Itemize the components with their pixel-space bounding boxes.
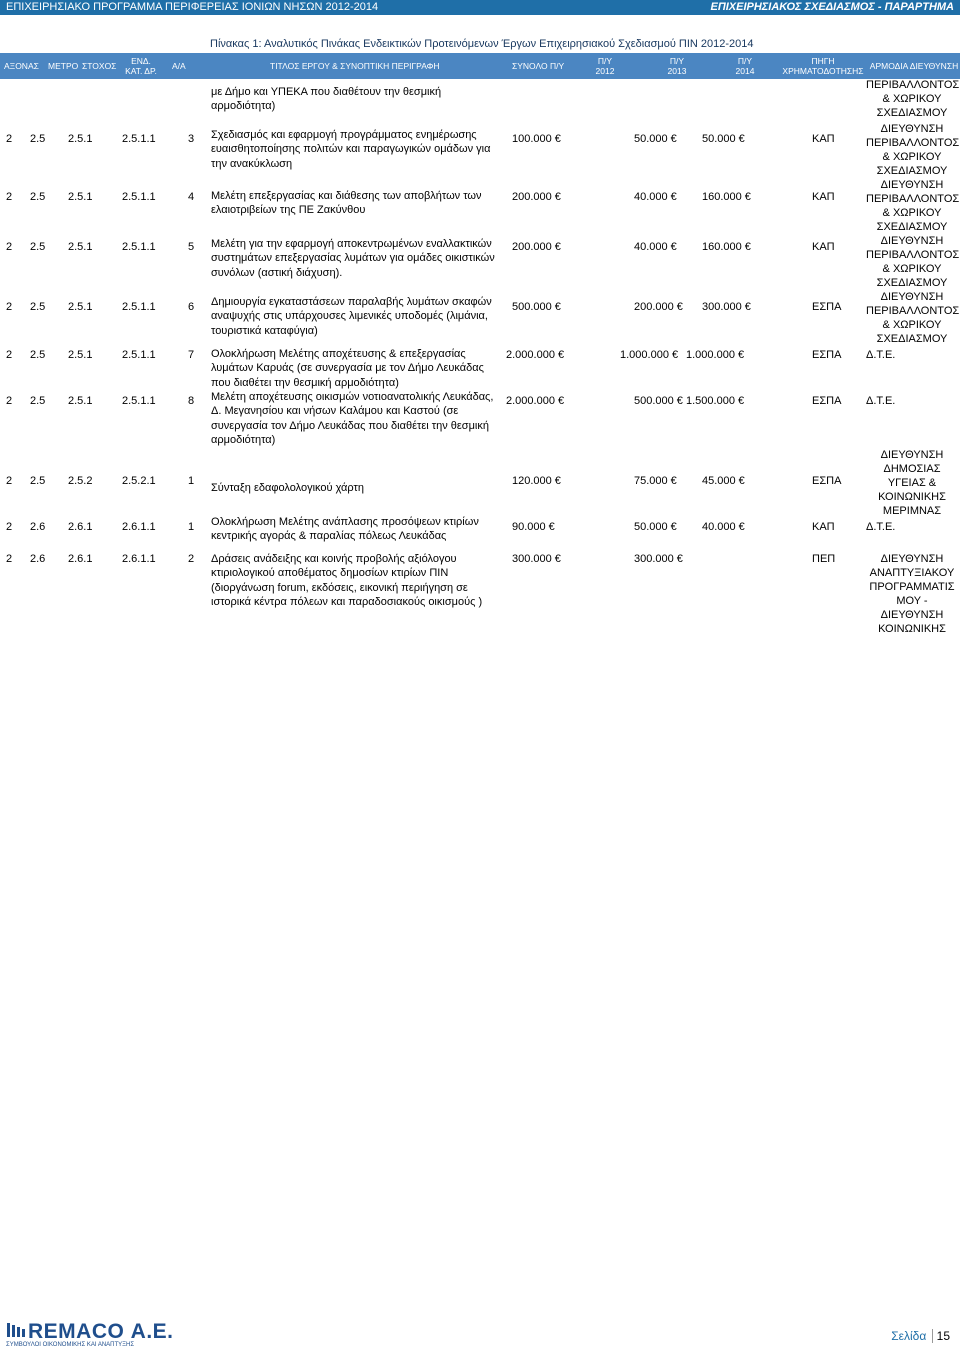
- project-description: Μελέτη για την εφαρμογή αποκεντρωμένων εναλλακτικών συστημάτων επεξεργασίας λυμάτων για ομάδες οικιστικών συνόλων (αστική διάχυση).: [211, 238, 495, 279]
- category-cell: 2.5.1.1: [122, 241, 156, 253]
- header-ind-cat: ΕΝΔ. ΚΑΤ. ΔΡ.: [125, 56, 157, 76]
- aa-cell: 8: [188, 395, 195, 407]
- directorate: ΔΙΕΥΘΥΝΣΗ ΠΕΡΙΒΑΛΛΟΝΤΟΣ & ΧΩΡΙΚΟΥ ΣΧΕΔΙΑΣΜΟΥ: [866, 123, 960, 177]
- header-goal: ΣΤΟΧΟΣ: [82, 61, 117, 71]
- header-source: ΠΗΓΗ ΧΡΗΜΑΤΟΔΟΤΗΣΗΣ: [782, 56, 864, 76]
- y2014-amount: [702, 132, 745, 146]
- euro-sign: €: [554, 553, 561, 565]
- header-axis: ΑΞΟΝΑΣ: [4, 61, 39, 71]
- y2013-value: 300.000: [634, 553, 674, 565]
- funding-source: ΚΑΠ: [812, 133, 835, 145]
- table-header: [0, 53, 960, 79]
- euro-sign: €: [670, 133, 677, 145]
- directorate: ΔΙΕΥΘΥΝΣΗ ΠΕΡΙΒΑΛΛΟΝΤΟΣ & ΧΩΡΙΚΟΥ ΣΧΕΔΙΑΣΜΟΥ: [866, 291, 960, 345]
- y2013-value: 50.000: [634, 133, 668, 145]
- total-amount: [512, 240, 561, 254]
- aa-cell: 5: [188, 241, 195, 253]
- funding-source: ΚΑΠ: [812, 521, 835, 533]
- euro-sign: €: [554, 191, 561, 203]
- axis-cell: 2: [6, 553, 13, 565]
- axis-cell: 2: [6, 301, 13, 313]
- directorate: ΔΙΕΥΘΥΝΣΗ ΔΗΜΟΣΙΑΣ ΥΓΕΙΑΣ & ΚΟΙΝΩΝΙΚΗΣ ΜΕΡΙΜΝΑΣ: [878, 449, 946, 517]
- aa-cell: 4: [188, 191, 195, 203]
- euro-sign: €: [737, 349, 745, 361]
- y2014-value: 160.000: [702, 191, 742, 203]
- y2014-amount: [702, 190, 751, 204]
- funding-source: ΕΣΠΑ: [812, 301, 842, 313]
- remaco-logo-icon: [6, 1320, 26, 1340]
- category-cell: 2.5.1.1: [122, 133, 156, 145]
- total-amount: [512, 474, 561, 488]
- axis-cell: 2: [6, 521, 13, 533]
- y2014-amount: [702, 474, 745, 488]
- euro-sign: €: [554, 133, 561, 145]
- directorate: Δ.Τ.Ε.: [866, 395, 896, 407]
- y2014-value: 40.000: [702, 521, 736, 533]
- euro-sign: €: [744, 301, 751, 313]
- funding-source: ΕΣΠΑ: [812, 475, 842, 487]
- measure-cell: 2.5: [30, 301, 46, 313]
- y2013-value: 40.000: [634, 241, 668, 253]
- project-description: Ολοκλήρωση Μελέτης ανάπλασης προσόψεων κτιρίων κεντρικής αγοράς & παραλίας πόλεως Λευκάδας: [211, 516, 479, 543]
- aa-cell: 2: [188, 553, 195, 565]
- axis-cell: 2: [6, 475, 13, 487]
- euro-sign: €: [744, 191, 751, 203]
- header-directorate: ΑΡΜΟΔΙΑ ΔΙΕΥΘΥΝΣΗ: [869, 61, 959, 71]
- project-description: Δράσεις ανάδειξης και κοινής προβολής αξιόλογου κτιριολογικού αποθέματος δημοσίων κτιρίων ΠΙΝ (διοργάνωση forum, εκδόσεις, εικονική περιήγηση σε ιστορικά κέντρα πόλεων και παραδοσιακούς οικισμούς ): [211, 553, 483, 608]
- euro-sign: €: [670, 241, 677, 253]
- y2014-value: 50.000: [702, 133, 736, 145]
- directorate: ΔΙΕΥΘΥΝΣΗ ΠΕΡΙΒΑΛΛΟΝΤΟΣ & ΧΩΡΙΚΟΥ ΣΧΕΔΙΑΣΜΟΥ: [866, 235, 960, 289]
- header-2014: Π/Υ 2014: [735, 56, 755, 76]
- footer: [0, 657, 960, 1348]
- directorate: ΔΙΕΥΘΥΝΣΗ ΑΝΑΠΤΥΞΙΑΚΟΥ ΠΡΟΓΡΑΜΜΑΤΙΣ ΜΟΥ - ΔΙΕΥΘΥΝΣΗ ΚΟΙΝΩΝΙΚΗΣ: [869, 553, 955, 635]
- pre-row-directorate: ΠΕΡΙΒΑΛΛΟΝΤΟΣ & ΧΩΡΙΚΟΥ ΣΧΕΔΙΑΣΜΟΥ: [866, 79, 960, 119]
- goal-cell: 2.6.1: [68, 553, 93, 565]
- goal-cell: 2.5.1: [68, 191, 93, 203]
- goal-cell: 2.5.1: [68, 241, 93, 253]
- total-value: 2.000.000: [506, 395, 555, 407]
- program-title: ΕΠΙΧΕΙΡΗΣΙΑΚΟ ΠΡΟΓΡΑΜΜΑ ΠΕΡΙΦΕΡΕΙΑΣ ΙΟΝΙΩΝ ΝΗΣΩΝ 2012-2014: [6, 1, 379, 13]
- funding-source: ΕΣΠΑ: [812, 349, 842, 361]
- measure-cell: 2.5: [30, 395, 46, 407]
- company-logo: REMACO Α.Ε.: [28, 1320, 174, 1343]
- category-cell: 2.5.1.1: [122, 301, 156, 313]
- header-title: ΤΙΤΛΟΣ ΕΡΓΟΥ & ΣΥΝΟΠΤΙΚΗ ΠΕΡΙΓΡΑΦΗ: [270, 61, 440, 71]
- y2013-value: 500.000: [634, 395, 674, 407]
- total-amount: [512, 132, 561, 146]
- project-description: Δημιουργία εγκαταστάσεων παραλαβής λυμάτων σκαφών αναψυχής στις υπάρχουσες λιμενικές υποδομές (λιμάνια, τουριστικά καταφύγια): [211, 296, 492, 337]
- aa-cell: 1: [188, 521, 195, 533]
- y2013-amount: [634, 394, 683, 408]
- euro-sign: €: [744, 241, 751, 253]
- directorate: Δ.Τ.Ε.: [866, 349, 896, 361]
- y2013-amount: [634, 240, 677, 254]
- euro-sign: €: [738, 133, 745, 145]
- page-label: Σελίδα: [891, 1329, 927, 1343]
- category-cell: 2.6.1.1: [122, 553, 156, 565]
- project-description: Μελέτη επεξεργασίας και διάθεσης των αποβλήτων των ελαιοτριβείων της ΠΕ Ζακύνθου: [211, 190, 482, 217]
- y2013-amount: [634, 474, 677, 488]
- total-amount: [506, 348, 564, 362]
- total-value: 2.000.000: [506, 349, 555, 361]
- y2013-value: 50.000: [634, 521, 668, 533]
- funding-source: ΕΣΠΑ: [812, 395, 842, 407]
- category-cell: 2.5.1.1: [122, 395, 156, 407]
- axis-cell: 2: [6, 133, 13, 145]
- goal-cell: 2.5.2: [68, 475, 93, 487]
- y2014-value: 1.500.000: [686, 395, 735, 407]
- section-title: ΕΠΙΧΕΙΡΗΣΙΑΚΟΣ ΣΧΕΔΙΑΣΜΟΣ - ΠΑΡΑΡΤΗΜΑ: [710, 1, 954, 13]
- euro-sign: €: [548, 521, 555, 533]
- y2014-amount: [686, 394, 744, 408]
- y2014-value: 160.000: [702, 241, 742, 253]
- measure-cell: 2.5: [30, 349, 46, 361]
- measure-cell: 2.5: [30, 241, 46, 253]
- y2013-value: 200.000: [634, 301, 674, 313]
- category-cell: 2.6.1.1: [122, 521, 156, 533]
- total-amount: [512, 552, 561, 566]
- euro-sign: €: [676, 301, 683, 313]
- project-description: Ολοκλήρωση Μελέτης αποχέτευσης & επεξεργασίας λυμάτων Καρυάς (σε συνεργασία με τον Δήμο Λευκάδας που διαθέτει την θεσμική αρμοδιότητα): [211, 348, 484, 389]
- y2013-amount: [634, 132, 677, 146]
- y2014-value: 45.000: [702, 475, 736, 487]
- directorate: Δ.Τ.Ε.: [866, 521, 896, 533]
- category-cell: 2.5.2.1: [122, 475, 156, 487]
- goal-cell: 2.5.1: [68, 349, 93, 361]
- aa-cell: 7: [188, 349, 195, 361]
- euro-sign: €: [557, 349, 565, 361]
- goal-cell: 2.5.1: [68, 133, 93, 145]
- header-2013: Π/Υ 2013: [667, 56, 687, 76]
- total-value: 300.000: [512, 553, 552, 565]
- y2013-value: 40.000: [634, 191, 668, 203]
- directorate: ΔΙΕΥΘΥΝΣΗ ΠΕΡΙΒΑΛΛΟΝΤΟΣ & ΧΩΡΙΚΟΥ ΣΧΕΔΙΑΣΜΟΥ: [866, 179, 960, 233]
- y2014-amount: [686, 348, 744, 362]
- company-tagline: ΣΥΜΒΟΥΛΟΙ ΟΙΚΟΝΟΜΙΚΗΣ ΚΑΙ ΑΝΑΠΤΥΞΗΣ: [6, 1342, 135, 1348]
- table-caption: Πίνακας 1: Αναλυτικός Πινάκας Ενδεικτικών Προτεινόμενων Έργων Επιχειρησιακού Σχεδιασμού ΠΙΝ 2012-2014: [210, 38, 754, 50]
- page-value: 15: [932, 1329, 950, 1343]
- euro-sign: €: [557, 395, 565, 407]
- category-cell: 2.5.1.1: [122, 191, 156, 203]
- header-measure: ΜΕΤΡΟ: [48, 61, 79, 71]
- measure-cell: 2.5: [30, 475, 46, 487]
- category-cell: 2.5.1.1: [122, 349, 156, 361]
- y2013-amount: [620, 348, 678, 362]
- total-value: 500.000: [512, 301, 552, 313]
- y2014-amount: [702, 240, 751, 254]
- y2013-value: 1.000.000: [620, 349, 669, 361]
- y2013-value: 75.000: [634, 475, 668, 487]
- total-value: 200.000: [512, 191, 552, 203]
- axis-cell: 2: [6, 191, 13, 203]
- funding-source: ΠΕΠ: [812, 553, 836, 565]
- y2013-amount: [634, 520, 677, 534]
- project-description: Σύνταξη εδαφολολογικού χάρτη: [211, 482, 364, 494]
- aa-cell: 6: [188, 301, 195, 313]
- euro-sign: €: [670, 475, 677, 487]
- y2013-amount: [634, 300, 683, 314]
- total-value: 90.000: [512, 521, 546, 533]
- header-2012: Π/Υ 2012: [595, 56, 615, 76]
- goal-cell: 2.5.1: [68, 395, 93, 407]
- y2014-value: 300.000: [702, 301, 742, 313]
- funding-source: ΚΑΠ: [812, 241, 835, 253]
- euro-sign: €: [737, 395, 745, 407]
- euro-sign: €: [554, 301, 561, 313]
- goal-cell: 2.6.1: [68, 521, 93, 533]
- goal-cell: 2.5.1: [68, 301, 93, 313]
- euro-sign: €: [670, 191, 677, 203]
- euro-sign: €: [738, 521, 745, 533]
- euro-sign: €: [671, 349, 679, 361]
- total-value: 100.000: [512, 133, 552, 145]
- measure-cell: 2.5: [30, 133, 46, 145]
- euro-sign: €: [670, 521, 677, 533]
- euro-sign: €: [676, 553, 683, 565]
- funding-source: ΚΑΠ: [812, 191, 835, 203]
- header-total: ΣΥΝΟΛΟ Π/Υ: [512, 61, 565, 71]
- axis-cell: 2: [6, 395, 13, 407]
- aa-cell: 1: [188, 475, 195, 487]
- total-value: 200.000: [512, 241, 552, 253]
- axis-cell: 2: [6, 349, 13, 361]
- y2014-amount: [702, 300, 751, 314]
- measure-cell: 2.6: [30, 553, 46, 565]
- y2013-amount: [634, 190, 677, 204]
- total-amount: [512, 300, 561, 314]
- euro-sign: €: [676, 395, 683, 407]
- y2014-value: 1.000.000: [686, 349, 735, 361]
- aa-cell: 3: [188, 133, 195, 145]
- project-description: Σχεδιασμός και εφαρμογή προγράμματος ενημέρωσης ευαισθητοποίησης πολιτών και παραγωγικών ομάδων για την ανακύκλωση: [211, 129, 491, 170]
- axis-cell: 2: [6, 241, 13, 253]
- top-banner: [0, 0, 960, 15]
- measure-cell: 2.6: [30, 521, 46, 533]
- euro-sign: €: [738, 475, 745, 487]
- total-amount: [512, 520, 555, 534]
- total-value: 120.000: [512, 475, 552, 487]
- page-number: [891, 1329, 950, 1343]
- euro-sign: €: [554, 241, 561, 253]
- y2013-amount: [634, 552, 683, 566]
- header-aa: Α/Α: [172, 61, 186, 71]
- euro-sign: €: [554, 475, 561, 487]
- total-amount: [512, 190, 561, 204]
- y2014-amount: [702, 520, 745, 534]
- total-amount: [506, 394, 564, 408]
- pre-row-description: με Δήμο και ΥΠΕΚΑ που διαθέτουν την θεσμική αρμοδιότητα): [211, 86, 442, 113]
- project-description: Μελέτη αποχέτευσης οικισμών νοτιοανατολικής Λευκάδας, Δ. Μεγανησίου και νήσων Καλάμου και Καστού (σε συνεργασία τον Δήμο Λευκάδας που διαθέτει την θεσμική αρμοδιότητα): [211, 391, 494, 446]
- measure-cell: 2.5: [30, 191, 46, 203]
